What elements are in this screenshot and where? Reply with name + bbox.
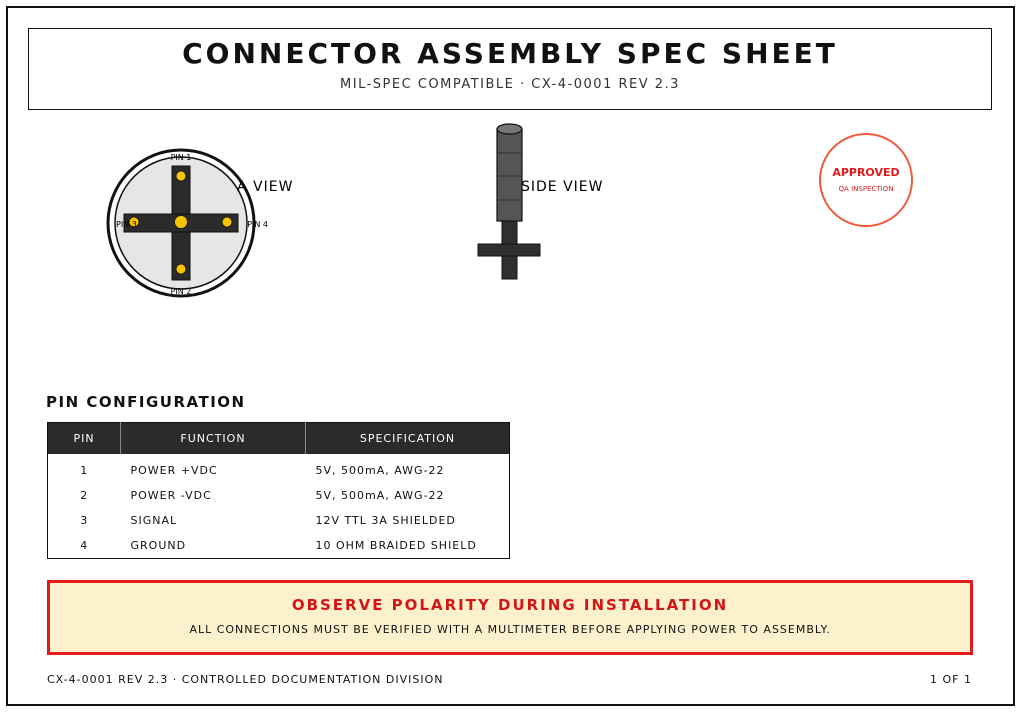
table-row (48, 454, 510, 483)
pin-contact-center (175, 216, 188, 229)
column-header-spec: SPECIFICATION (306, 423, 510, 455)
pin-contact-2 (176, 264, 186, 274)
column-header-pin: PIN (48, 423, 121, 455)
stamp-text-primary: APPROVED (832, 166, 900, 179)
pin-config-title: PIN CONFIGURATION (46, 393, 246, 411)
pin-config-table (47, 422, 510, 559)
pin-label-4: PIN 4 (247, 220, 268, 229)
pin-contact-4 (222, 217, 232, 227)
connector-front-view (108, 150, 293, 296)
stamp-text-secondary: QA INSPECTION (838, 185, 894, 193)
cell-spec: 12V TTL 3A SHIELDED (315, 514, 456, 527)
side-top-cap (497, 124, 522, 134)
page-subtitle: MIL-SPEC COMPATIBLE · CX-4-0001 REV 2.3 (340, 77, 680, 92)
page-title: CONNECTOR ASSEMBLY SPEC SHEET (182, 37, 838, 70)
cell-function: POWER -VDC (130, 489, 212, 502)
footer-page-number: 1 OF 1 (930, 673, 972, 686)
cell-pin: 2 (80, 489, 89, 502)
cell-spec: 5V, 500mA, AWG-22 (315, 464, 445, 477)
side-flange (478, 244, 540, 256)
cell-spec: 10 OHM BRAIDED SHIELD (315, 539, 477, 552)
table-row (48, 483, 510, 508)
side-neck (502, 221, 517, 244)
cell-pin: 4 (80, 539, 89, 552)
warning-body: ALL CONNECTIONS MUST BE VERIFIED WITH A MULTIMETER BEFORE APPLYING POWER TO ASSEMBLY. (189, 623, 831, 636)
pin-label-1: PIN 1 (170, 153, 192, 162)
pin-contact-1 (176, 171, 186, 181)
table-header-row (48, 423, 510, 455)
cell-pin: 3 (80, 514, 89, 527)
stamp-ring (820, 134, 912, 226)
approval-stamp (820, 134, 912, 226)
footer-document-id: CX-4-0001 REV 2.3 · CONTROLLED DOCUMENTATION DIVISION (47, 673, 444, 686)
cell-pin: 1 (80, 464, 89, 477)
side-tail (502, 256, 517, 279)
side-body (497, 129, 522, 221)
table-row (48, 533, 510, 559)
connector-side-view (478, 124, 604, 279)
side-view-label: SIDE VIEW (521, 179, 604, 195)
warning-title: OBSERVE POLARITY DURING INSTALLATION (291, 596, 729, 614)
pin-label-2: PIN 2 (170, 287, 192, 296)
pin-label-3: PIN 3 (116, 220, 137, 229)
cell-spec: 5V, 500mA, AWG-22 (315, 489, 445, 502)
cell-function: GROUND (130, 539, 187, 552)
front-view-label: A VIEW (237, 179, 294, 195)
cell-function: POWER +VDC (130, 464, 218, 477)
cell-function: SIGNAL (130, 514, 178, 527)
column-header-function: FUNCTION (121, 423, 306, 455)
table-row (48, 508, 510, 533)
warning-box (47, 580, 973, 655)
